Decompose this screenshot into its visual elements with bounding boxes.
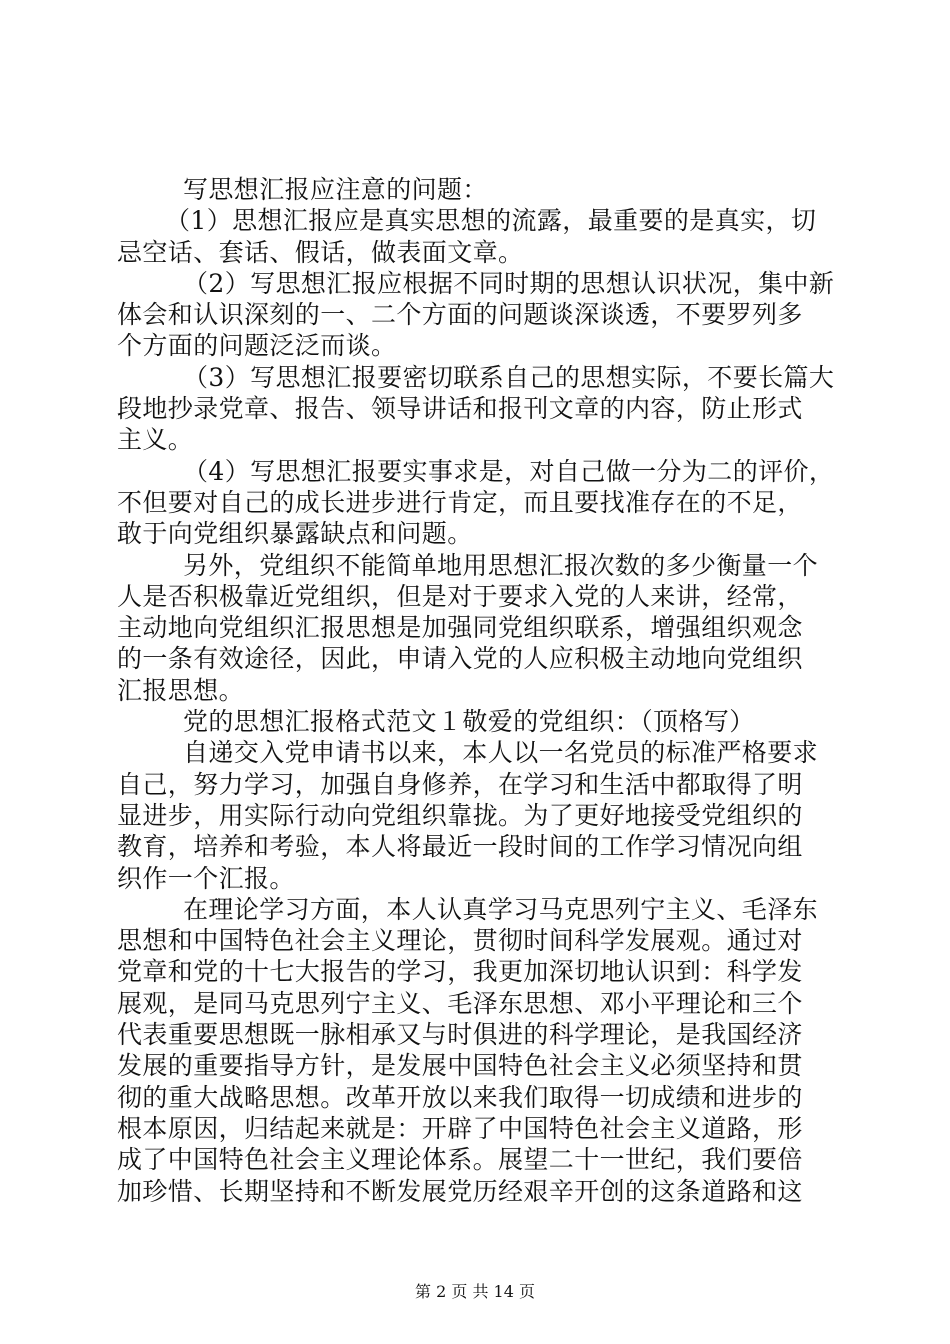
paragraph-line: 段地抄录党章、报告、领导讲话和报刊文章的内容，防止形式 <box>117 394 803 424</box>
paragraph-line: 思想和中国特色社会主义理论，贯彻时间科学发展观。通过对 <box>117 926 803 956</box>
paragraph-line: 个方面的问题泛泛而谈。 <box>117 331 397 361</box>
paragraph-line: 忌空话、套话、假话，做表面文章。 <box>117 237 524 267</box>
paragraph-line: 体会和认识深刻的一、二个方面的问题谈深谈透，不要罗列多 <box>117 300 803 330</box>
paragraph-line: 展观，是同马克思列宁主义、毛泽东思想、邓小平理论和三个 <box>117 988 803 1018</box>
paragraph-line: 主动地向党组织汇报思想是加强同党组织联系，增强组织观念 <box>117 613 803 643</box>
paragraph-line: 在理论学习方面，本人认真学习马克思列宁主义、毛泽东 <box>183 894 819 924</box>
paragraph-line: 发展的重要指导方针，是发展中国特色社会主义必须坚持和贯 <box>117 1051 803 1081</box>
paragraph-line: 代表重要思想既一脉相承又与时俱进的科学理论，是我国经济 <box>117 1020 803 1050</box>
paragraph-line: 成了中国特色社会主义理论体系。展望二十一世纪，我们要倍 <box>117 1145 803 1175</box>
paragraph-line: 的一条有效途径，因此，申请入党的人应积极主动地向党组织 <box>117 644 803 674</box>
paragraph-line: 不但要对自己的成长进步进行肯定，而且要找准存在的不足， <box>117 487 803 517</box>
paragraph-line: 敢于向党组织暴露缺点和问题。 <box>117 519 473 549</box>
paragraph-line: 党章和党的十七大报告的学习，我更加深切地认识到：科学发 <box>117 957 803 987</box>
paragraph-line: 显进步，用实际行动向党组织靠拢。为了更好地接受党组织的 <box>117 800 803 830</box>
paragraph-line: 教育，培养和考验，本人将最近一段时间的工作学习情况向组 <box>117 832 803 862</box>
paragraph-line: 另外，党组织不能简单地用思想汇报次数的多少衡量一个 <box>183 550 819 580</box>
paragraph-line: 根本原因，归结起来就是：开辟了中国特色社会主义道路，形 <box>117 1113 803 1143</box>
paragraph-line: （4）写思想汇报要实事求是，对自己做一分为二的评价， <box>183 456 835 486</box>
document-body <box>117 174 833 1207</box>
paragraph-line: 人是否积极靠近党组织，但是对于要求入党的人来讲，经常， <box>117 581 803 611</box>
paragraph-line: 党的思想汇报格式范文１敬爱的党组织：（顶格写） <box>183 707 755 737</box>
paragraph-line: 自递交入党申请书以来，本人以一名党员的标准严格要求 <box>183 738 819 768</box>
paragraph-line: 写思想汇报应注意的问题： <box>183 175 488 204</box>
page-number-footer: 第 2 页 共 14 页 <box>415 1282 535 1301</box>
paragraph-line: 自己，努力学习，加强自身修养，在学习和生活中都取得了明 <box>117 769 803 799</box>
paragraph-line: （2）写思想汇报应根据不同时期的思想认识状况，集中新 <box>183 268 835 298</box>
paragraph-line: （3）写思想汇报要密切联系自己的思想实际，不要长篇大 <box>183 362 835 392</box>
paragraph-line: 彻的重大战略思想。改革开放以来我们取得一切成绩和进步的 <box>117 1082 803 1112</box>
paragraph-line: 主义。 <box>117 425 194 455</box>
paragraph-line: 加珍惜、长期坚持和不断发展党历经艰辛开创的这条道路和这 <box>117 1176 803 1206</box>
paragraph-line: 汇报思想。 <box>117 675 245 705</box>
paragraph-line: （1）思想汇报应是真实思想的流露，最重要的是真实，切 <box>165 206 817 236</box>
paragraph-line: 织作一个汇报。 <box>117 863 295 893</box>
